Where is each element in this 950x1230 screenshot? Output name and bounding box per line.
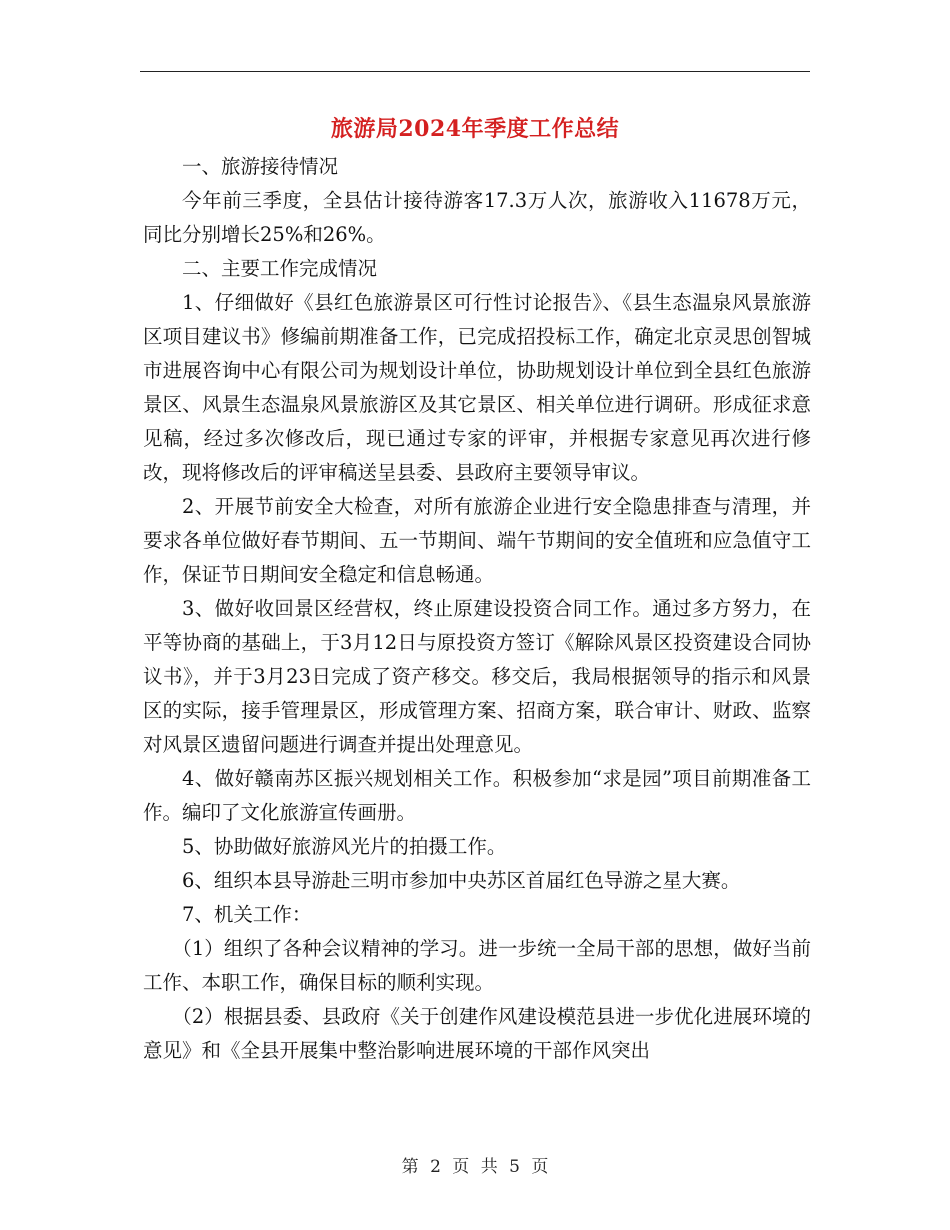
paragraph: （1）组织了各种会议精神的学习。进一步统一全局干部的思想，做好当前工作、本职工作，确保目标的顺利实现。 — [143, 937, 811, 994]
page-footer: 第 2 页 共 5 页 — [401, 1157, 549, 1177]
document-body — [143, 150, 811, 1068]
header-rule — [140, 71, 810, 72]
paragraph: 二、主要工作完成情况 — [182, 257, 378, 280]
paragraph: 5、协助做好旅游风光片的拍摄工作。 — [182, 835, 507, 858]
paragraph: 3、做好收回景区经营权，终止原建设投资合同工作。通过多方努力，在平等协商的基础上，于3月12日与原投资方签订《解除风景区投资建设合同协议书》，并于3月23日完成了资产移交。移交后，我局根据领导的指示和风景区的实际，接手管理景区，形成管理方案、招商方案，联合审计、财政、监察对风景区遗留问题进行调查并提出处理意见。 — [143, 597, 811, 756]
document-title: 旅游局2024年季度工作总结 — [330, 116, 620, 142]
paragraph: 4、做好赣南苏区振兴规划相关工作。积极参加“求是园”项目前期准备工作。编印了文化旅游宣传画册。 — [143, 767, 811, 824]
paragraph: 1、仔细做好《县红色旅游景区可行性讨论报告》、《县生态温泉风景旅游区项目建议书》修编前期准备工作，已完成招投标工作，确定北京灵思创智城市进展咨询中心有限公司为规划设计单位，协助规划设计单位到全县红色旅游景区、风景生态温泉风景旅游区及其它景区、相关单位进行调研。形成征求意见稿，经过多次修改后，现已通过专家的评审，并根据专家意见再次进行修改，现将修改后的评审稿送呈县委、县政府主要领导审议。 — [143, 291, 811, 484]
paragraph: 7、机关工作： — [182, 903, 312, 926]
paragraph: 6、组织本县导游赴三明市参加中央苏区首届红色导游之星大赛。 — [182, 869, 741, 892]
paragraph: （2）根据县委、县政府《关于创建作风建设模范县进一步优化进展环境的意见》和《全县开展集中整治影响进展环境的干部作风突出 — [143, 1005, 811, 1062]
paragraph: 2、开展节前安全大检查，对所有旅游企业进行安全隐患排查与清理，并要求各单位做好春节期间、五一节期间、端午节期间的安全值班和应急值守工作，保证节日期间安全稳定和信息畅通。 — [143, 495, 811, 586]
paragraph: 今年前三季度，全县估计接待游客17.3万人次，旅游收入11678万元，同比分别增长25%和26%。 — [143, 189, 811, 246]
paragraph: 一、旅游接待情况 — [182, 155, 339, 178]
